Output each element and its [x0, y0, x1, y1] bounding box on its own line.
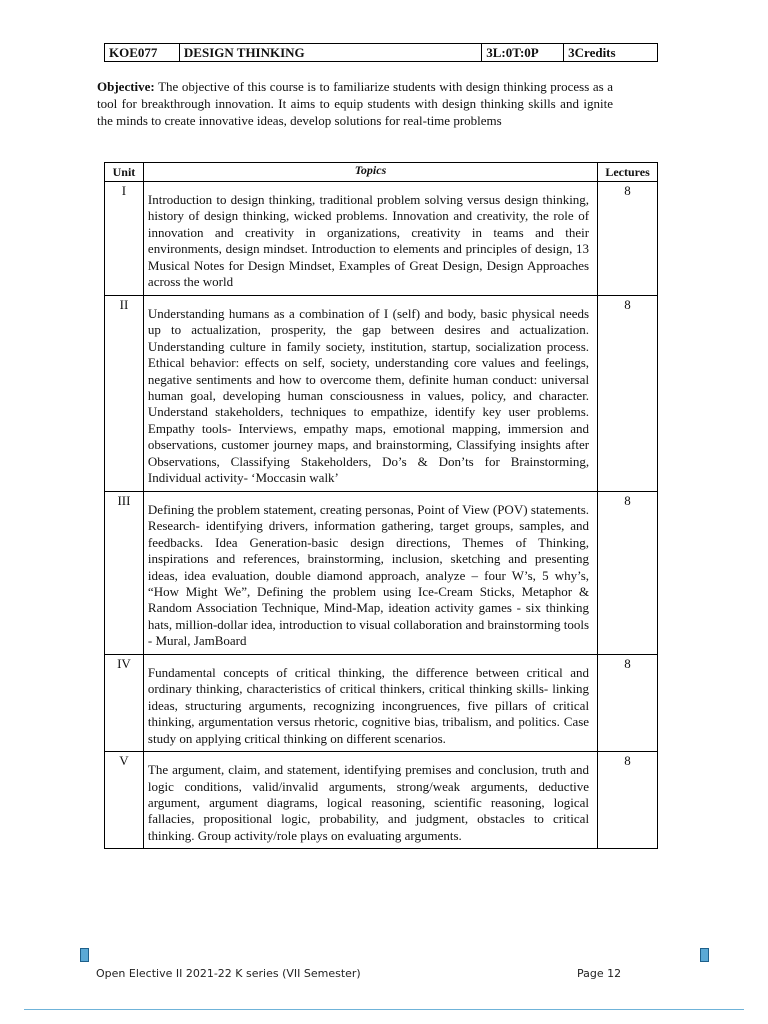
- table-row: [105, 491, 658, 654]
- unit-topics: The argument, claim, and statement, identifying premises and conclusion, truth and logic conditions, valid/invalid arguments, strong/weak arguments, deductive argument, argument diagrams, logical reasoning, scientific reasoning, logical fallacies, propositional logic, probability, and judgment, obstacles to critical thinking. Group activity/role plays on evaluating arguments.: [147, 762, 590, 843]
- unit-number: I: [105, 182, 144, 296]
- syllabus-header-row: [105, 163, 658, 182]
- syllabus-table: [104, 162, 658, 849]
- objective-label: Objective:: [97, 79, 155, 94]
- course-title: DESIGN THINKING: [179, 44, 481, 62]
- page-number: Page 12: [577, 967, 622, 980]
- footer-left-marker-icon: [80, 948, 89, 962]
- lectures-header: Lectures: [598, 163, 658, 182]
- unit-topics: Defining the problem statement, creating personas, Point of View (POV) statements. Research- identifying drivers, information gathering, target groups, samples, and feedbacks. Idea Generation-basic design directions, Themes of Thinking, inspirations and references, brainstorming, inclusion, sketching and presenting ideas, idea evaluation, double diamond approach, analyze – four W’s, 5 why’s, “How Might We”, Defining the problem using Ice-Cream Sticks, Metaphor & Random Association Technique, Mind-Map, ideation activity games - six thinking hats, million-dollar idea, introduction to visual collaboration and brainstorming tools - Mural, JamBoard: [147, 501, 590, 649]
- unit-number: II: [105, 295, 144, 491]
- unit-lectures: 8: [598, 491, 658, 654]
- course-ltp: 3L:0T:0P: [482, 44, 564, 62]
- unit-number: III: [105, 491, 144, 654]
- unit-topics: Understanding humans as a combination of I (self) and body, basic physical needs up to actualization, prosperity, the gap between desires and actualization. Understanding culture in family society, institution, startup, socialization process. Ethical behavior: effects on self, society, understanding core values and feelings, negative sentiments and how to overcome them, definite human conduct: universal human goal, developing human consciousness in values, policy, and character. Understand stakeholders, techniques to empathize, identify key user problems. Empathy tools- Interviews, empathy maps, emotional mapping, immersion and observations, customer journey maps, and brainstorming, Classifying insights after Observations, Classifying Stakeholders, Do’s & Don’ts for Brainstorming, Individual activity- ‘Moccasin walk’: [147, 305, 590, 486]
- unit-topics: Fundamental concepts of critical thinking, the difference between critical and ordinary thinking, characteristics of critical thinkers, critical thinking skills- linking ideas, structuring arguments, recognizing incongruences, five pillars of critical thinking, argumentation versus rhetoric, cognitive bias, tribalism, and politics. Case study on applying critical thinking on different scenarios.: [147, 664, 590, 746]
- objective-text: The objective of this course is to familiarize students with design thinking process as a tool for breakthrough innovation. It aims to equip students with design thinking skills and ignite the minds to create innovative ideas, develop solutions for real-time problems: [97, 79, 613, 128]
- unit-lectures: 8: [598, 752, 658, 849]
- unit-topics: Introduction to design thinking, traditional problem solving versus design thinking, history of design thinking, wicked problems. Innovation and creativity, the role of innovation and creativity in organizations, creativity in teams and their environments, design mindset. Introduction to elements and principles of design, 13 Musical Notes for Design Mindset, Examples of Great Design, Design Approaches across the world: [147, 192, 590, 290]
- unit-lectures: 8: [598, 182, 658, 296]
- footer-right-marker-icon: [700, 948, 709, 962]
- footer-left-text: Open Elective II 2021-22 K series (VII Semester): [96, 967, 361, 980]
- table-row: [105, 182, 658, 296]
- unit-number: V: [105, 752, 144, 849]
- topics-header: Topics: [143, 163, 597, 182]
- course-credits: 3Credits: [564, 44, 658, 62]
- course-code: KOE077: [105, 44, 180, 62]
- course-header-table: [104, 43, 658, 62]
- footer-divider: [24, 1009, 744, 1010]
- table-row: [105, 654, 658, 751]
- table-row: [105, 295, 658, 491]
- unit-lectures: 8: [598, 295, 658, 491]
- table-row: [105, 752, 658, 849]
- unit-number: IV: [105, 654, 144, 751]
- unit-lectures: 8: [598, 654, 658, 751]
- objective-paragraph: [97, 78, 613, 129]
- unit-header: Unit: [105, 163, 144, 182]
